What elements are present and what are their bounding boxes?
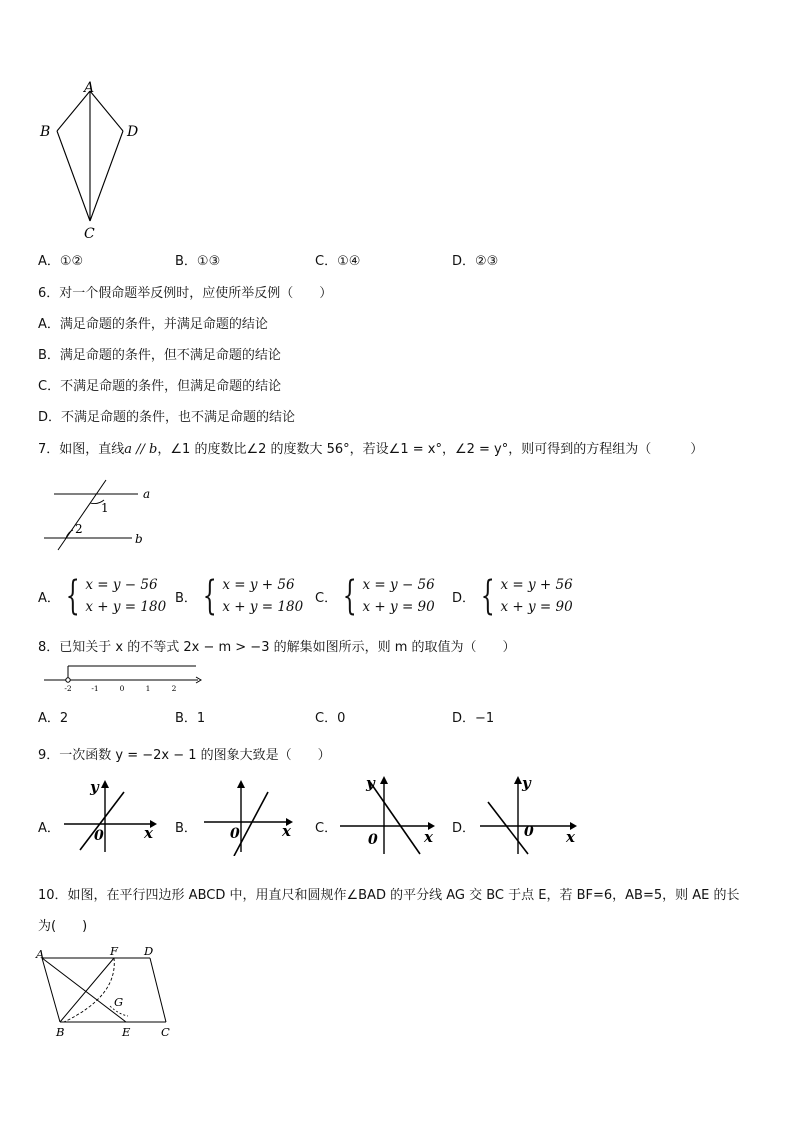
q5-kite-figure — [36, 78, 146, 243]
q10-stem-line1: 10．如图，在平行四边形 ABCD 中，用直尺和圆规作∠BAD 的平分线 AG 交 BC 于点 E，若 BF=6，AB=5，则 AE 的长 — [38, 888, 740, 903]
q10-parallelogram-figure — [34, 944, 184, 1040]
svg-text:y: y — [366, 774, 375, 792]
q5-option-c[interactable]: C．①④ — [315, 254, 361, 269]
q9-option-d-label[interactable]: D． — [452, 821, 476, 836]
q8-tick-0: 0 — [119, 684, 125, 693]
q9-graph-a[interactable] — [58, 776, 168, 856]
q7-label-1: 1 — [101, 501, 109, 515]
q8-option-b[interactable]: B．1 — [175, 711, 206, 726]
q7-stem-rest: ，∠1 的度数比∠2 的度数大 56°，若设∠1 = x°，∠2 = y°，则可得到的方程组为（ ） — [157, 442, 704, 457]
q7-option-d[interactable]: D． { x = y + 56 x + y = 90 — [452, 573, 573, 619]
q7-option-a[interactable]: A． { x = y − 56 x + y = 180 — [38, 573, 167, 619]
q10-label-a: A — [36, 947, 45, 961]
q5-option-b[interactable]: B．①③ — [175, 254, 221, 269]
q7-label-2: 2 — [75, 522, 83, 536]
q5-option-a[interactable]: A．①② — [38, 254, 84, 269]
q6-option-b[interactable]: B．满足命题的条件，但不满足命题的结论 — [38, 348, 281, 363]
q10-label-f: F — [110, 944, 118, 958]
q7-stem-parallel: a // b — [124, 442, 158, 457]
q7-stem-prefix: 7．如图，直线 — [38, 442, 125, 457]
svg-text:0: 0 — [524, 824, 534, 840]
q9-graph-c[interactable] — [336, 772, 446, 856]
svg-text:x: x — [144, 824, 153, 842]
svg-text:x: x — [282, 822, 291, 840]
q10-label-b: B — [56, 1025, 65, 1039]
q8-tick-2: 2 — [171, 684, 177, 693]
q10-stem-line2: 为( ) — [38, 919, 88, 934]
q9-graph-d[interactable] — [476, 772, 586, 856]
q10-label-g: G — [114, 995, 124, 1009]
q5-option-d[interactable]: D．②③ — [452, 254, 499, 269]
q7-label-b: b — [135, 532, 143, 546]
svg-text:0: 0 — [94, 828, 104, 844]
q10-label-c: C — [161, 1025, 170, 1039]
q8-number-line — [40, 660, 205, 696]
q5-label-c: C — [84, 226, 95, 242]
q8-tick-1: 1 — [145, 684, 151, 693]
q7-label-a: a — [143, 487, 151, 501]
svg-text:x: x — [424, 828, 433, 846]
q7-stem — [38, 438, 703, 457]
svg-text:y: y — [90, 778, 99, 796]
q8-option-c[interactable]: C．0 — [315, 711, 346, 726]
q9-option-c-label[interactable]: C． — [315, 821, 338, 836]
q7-option-c[interactable]: C． { x = y − 56 x + y = 90 — [315, 573, 435, 619]
svg-text:y: y — [522, 774, 531, 792]
q7-option-b[interactable]: B． { x = y + 56 x + y = 180 — [175, 573, 304, 619]
q9-option-b-label[interactable]: B． — [175, 821, 197, 836]
svg-text:x: x — [566, 828, 575, 846]
q8-option-d[interactable]: D．−1 — [452, 711, 495, 726]
q8-stem: 8．已知关于 x 的不等式 2x − m > −3 的解集如图所示，则 m 的取值为（ ） — [38, 640, 516, 655]
q8-tick-neg2: -2 — [64, 684, 72, 693]
q5-label-d: D — [127, 124, 139, 140]
q5-label-b: B — [40, 124, 51, 140]
q6-stem: 6．对一个假命题举反例时，应使所举反例（ ） — [38, 286, 333, 301]
q9-graph-b[interactable] — [198, 776, 308, 856]
q8-option-a[interactable]: A．2 — [38, 711, 69, 726]
q9-option-a-label[interactable]: A． — [38, 821, 60, 836]
q6-option-c[interactable]: C．不满足命题的条件，但满足命题的结论 — [38, 379, 282, 394]
q10-label-d: D — [144, 944, 154, 958]
q6-option-a[interactable]: A．满足命题的条件，并满足命题的结论 — [38, 317, 268, 332]
q9-stem: 9．一次函数 y = −2x − 1 的图象大致是（ ） — [38, 748, 331, 763]
q10-label-e: E — [122, 1025, 131, 1039]
q7-parallel-lines-figure — [38, 478, 158, 553]
q8-tick-neg1: -1 — [91, 684, 99, 693]
svg-text:0: 0 — [368, 832, 378, 848]
q6-option-d[interactable]: D．不满足命题的条件，也不满足命题的结论 — [38, 410, 296, 425]
svg-text:0: 0 — [230, 826, 240, 842]
q5-label-a: A — [84, 80, 95, 96]
